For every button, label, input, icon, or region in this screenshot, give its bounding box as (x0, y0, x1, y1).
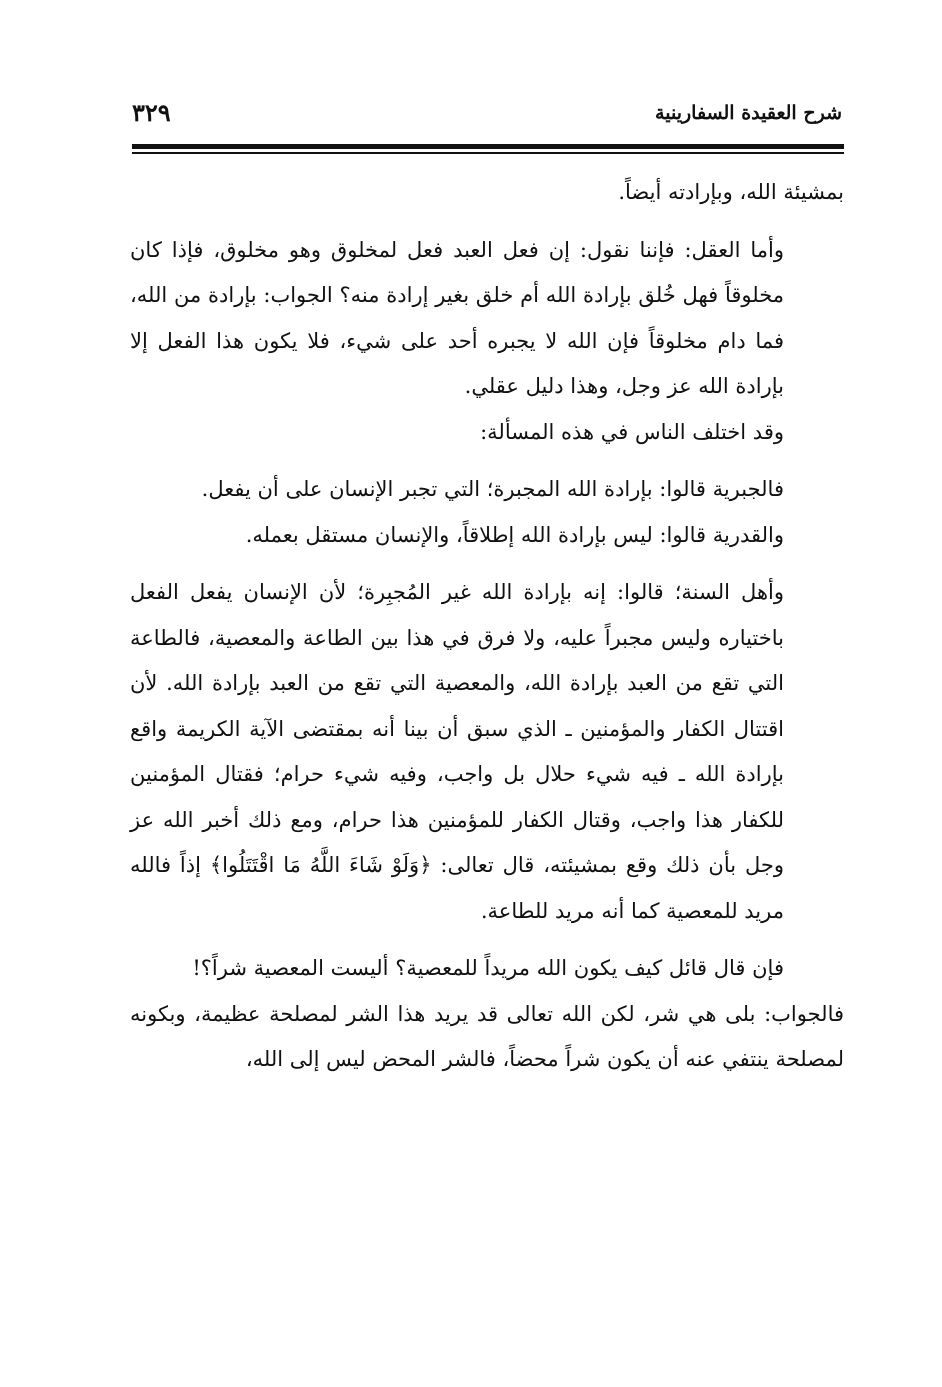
paragraph: فإن قال قائل كيف يكون الله مريداً للمعصية؟ أليست المعصية شراً؟! (192, 956, 784, 980)
page-number: ٣٢٩ (132, 98, 171, 127)
running-title: شرح العقيدة السفارينية (655, 102, 842, 124)
header-rule-thick (132, 144, 844, 149)
paragraph: بمشيئة الله، وبإرادته أيضاً. (618, 180, 844, 204)
paragraph: والقدرية قالوا: ليس بإرادة الله إطلاقاً، والإنسان مستقل بعمله. (245, 522, 784, 547)
paragraph: فالجبرية قالوا: بإرادة الله المجبرة؛ التي تجبر الإنسان على أن يفعل. (201, 477, 784, 501)
paragraph: فالجواب: بلى هي شر، لكن الله تعالى قد يريد هذا الشر لمصلحة عظيمة، وبكونه لمصلحة ينتفي عنه أن يكون شراً محضاً، فالشر المحض ليس إلى الله، (130, 1001, 844, 1071)
paragraph: وأهل السنة؛ قالوا: إنه بإرادة الله غير المُجبِرة؛ لأن الإنسان يفعل الفعل باختياره وليس مجبراً عليه، ولا فرق في هذا بين الطاعة والمعصية، فالطاعة التي تقع من العبد بإرادة الله، والمعصية التي تقع من العبد بإرادة الله. لأن اقتتال الكفار والمؤمنين ـ الذي سبق أن بينا أنه بمقتضى الآية الكريمة واقع بإرادة الله ـ فيه شيء حلال بل واجب، وفيه شيء حرام؛ فقتال المؤمنين للكفار هذا واجب، وقتال الكفار للمؤمنين هذا حرام، ومع ذلك أخبر الله عز وجل بأن ذلك وقع بمشيئته، قال تعالى: ﴿وَلَوْ شَاءَ اللَّهُ مَا اقْتَتَلُوا﴾ إذاً فالله مريد للمعصية كما أنه مريد للطاعة. (130, 580, 784, 923)
header-rule-thin (132, 152, 844, 154)
page-header (132, 96, 842, 132)
page-body (130, 170, 844, 1083)
paragraph: وأما العقل: فإننا نقول: إن فعل العبد فعل لمخلوق وهو مخلوق، فإذا كان مخلوقاً فهل خُلق بإرادة الله أم خلق بغير إرادة منه؟ الجواب: بإرادة من الله، فما دام مخلوقاً فإن الله لا يجبره أحد على شيء، فلا يكون هذا الفعل إلا بإرادة الله عز وجل، وهذا دليل عقلي. (130, 237, 784, 398)
paragraph: وقد اختلف الناس في هذه المسألة: (480, 419, 784, 444)
